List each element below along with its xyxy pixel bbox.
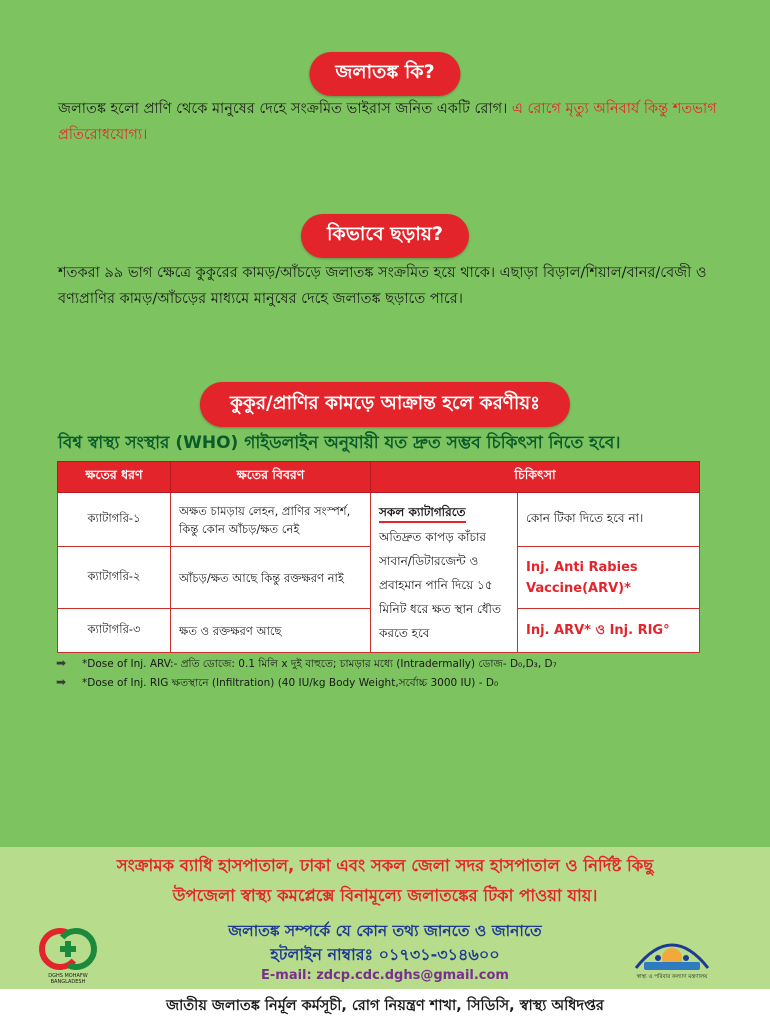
email-address[interactable]: E-mail: zdcp.cdc.dghs@gmail.com [261, 968, 509, 983]
table-row [58, 493, 700, 547]
section-title-what-to-do: কুকুর/প্রাণির কামড়ে আক্রান্ত হলে করণীয়ঃ [200, 382, 570, 427]
section-title-how-spreads: কিভাবে ছড়ায়? [301, 214, 469, 258]
treatment-text: অতিদ্রুত কাপড় কাঁচার সাবান/ডিটারজেন্ট ও প্রবাহমান পানি দিয়ে ১৫ মিনিট ধরে ক্ষত স্থান ধৌত করতে হবে [379, 530, 501, 640]
dghs-logo-text: DGHS MOHAFW BANGLADESH [48, 973, 88, 985]
vaccine-availability-line1: সংক্রামক ব্যাধি হাসপাতাল, ঢাকা এবং সকল জেলা সদর হাসপাতাল ও নির্দিষ্ট কিছু [116, 856, 654, 875]
header-wound-type: ক্ষতের ধরণ [58, 462, 171, 493]
row-category: ক্যাটাগরি-১ [58, 493, 171, 547]
spread-description: শতকরা ৯৯ ভাগ ক্ষেত্রে কুকুরের কামড়/আঁচড়ে জলাতঙ্ক সংক্রমিত হয়ে থাকে। এছাড়া বিড়াল/শিয়াল/বানর/বেজী ও বণ্যপ্রাণির কামড়/আঁচড়ের মাধ্যমে মানুষের দেহে জলাতঙ্ক ছড়াতে পারে। [58, 265, 707, 307]
table-header-row [58, 462, 700, 493]
row-description: আঁচড়/ক্ষত আছে কিন্তু রক্তক্ষরণ নাই [171, 547, 371, 609]
row-category: ক্যাটাগরি-২ [58, 547, 171, 609]
hotline-number: হটলাইন নাম্বারঃ ০১৭৩১-৩১৪৬০০ [270, 945, 500, 964]
rig-dose-note [56, 675, 499, 693]
treatment-heading: সকল ক্যাটাগরিতে [379, 503, 466, 523]
row-description: অক্ষত চামড়ায় লেহন, প্রাণির সংস্পর্শ, কিন্তু কোন আঁচড়/ক্ষত নেই [171, 493, 371, 547]
rabies-definition-text: জলাতঙ্ক হলো প্রাণি থেকে মানুষের দেহে সংক্রমিত ভাইরাস জনিত একটি রোগ। [58, 101, 508, 117]
dghs-logo [36, 925, 100, 987]
row-vaccine: Inj. Anti Rabies Vaccine(ARV)* [518, 547, 700, 609]
organization-footer: জাতীয় জলাতঙ্ক নির্মূল কর্মসূচী, রোগ নিয়ন্ত্রণ শাখা, সিডিসি, স্বাস্থ্য অধিদপ্তর [0, 989, 770, 1024]
row-category: ক্যাটাগরি-৩ [58, 609, 171, 653]
ministry-logo-icon [630, 928, 714, 974]
vaccine-availability-line2: উপজেলা স্বাস্থ্য কমপ্লেক্সে বিনামূল্যে জলাতঙ্কের টিকা পাওয়া যায়। [172, 886, 598, 905]
who-guideline-line: বিশ্ব স্বাস্থ্য সংস্থার (WHO) গাইডলাইন অনুযায়ী যত দ্রুত সম্ভব চিকিৎসা নিতে হবে। [58, 433, 621, 453]
info-line: জলাতঙ্ক সম্পর্কে যে কোন তথ্য জানতে ও জানাতে [228, 922, 542, 940]
rabies-warning-text: এ রোগে মৃত্যু অনিবার্য কিন্তু শতভাগ প্রতিরোধযোগ্য। [58, 101, 717, 143]
section-title-what-is-rabies: জলাতঙ্ক কি? [309, 52, 460, 96]
row-vaccine: কোন টিকা দিতে হবে না। [518, 493, 700, 547]
row-description: ক্ষত ও রক্তক্ষরণ আছে [171, 609, 371, 653]
treatment-table [57, 461, 700, 653]
arrow-right-icon: ➡ [56, 656, 67, 670]
header-treatment: চিকিৎসা [371, 462, 700, 493]
arrow-right-icon: ➡ [56, 675, 67, 689]
arv-dose-text: *Dose of Inj. ARV:- প্রতি ডোজে: 0.1 মিলি x দুই বাহুতে; চামড়ার মধ্যে (Intradermally) ডোজ- D₀,D₃, D₇ [82, 658, 557, 670]
treatment-cell [371, 493, 518, 653]
rabies-definition [58, 96, 718, 148]
ministry-logo-text: স্বাস্থ্য ও পরিবার কল্যাণ মন্ত্রণালয় [636, 974, 708, 980]
arv-dose-note [56, 656, 557, 674]
rig-dose-text: *Dose of Inj. RIG ক্ষতস্থানে (Infiltration) (40 IU/kg Body Weight,সর্বোচ্চ 3000 IU) - D₀ [82, 677, 499, 689]
row-vaccine: Inj. ARV* ও Inj. RIG° [518, 609, 700, 653]
header-wound-description: ক্ষতের বিবরণ [171, 462, 371, 493]
ministry-logo [630, 928, 714, 986]
